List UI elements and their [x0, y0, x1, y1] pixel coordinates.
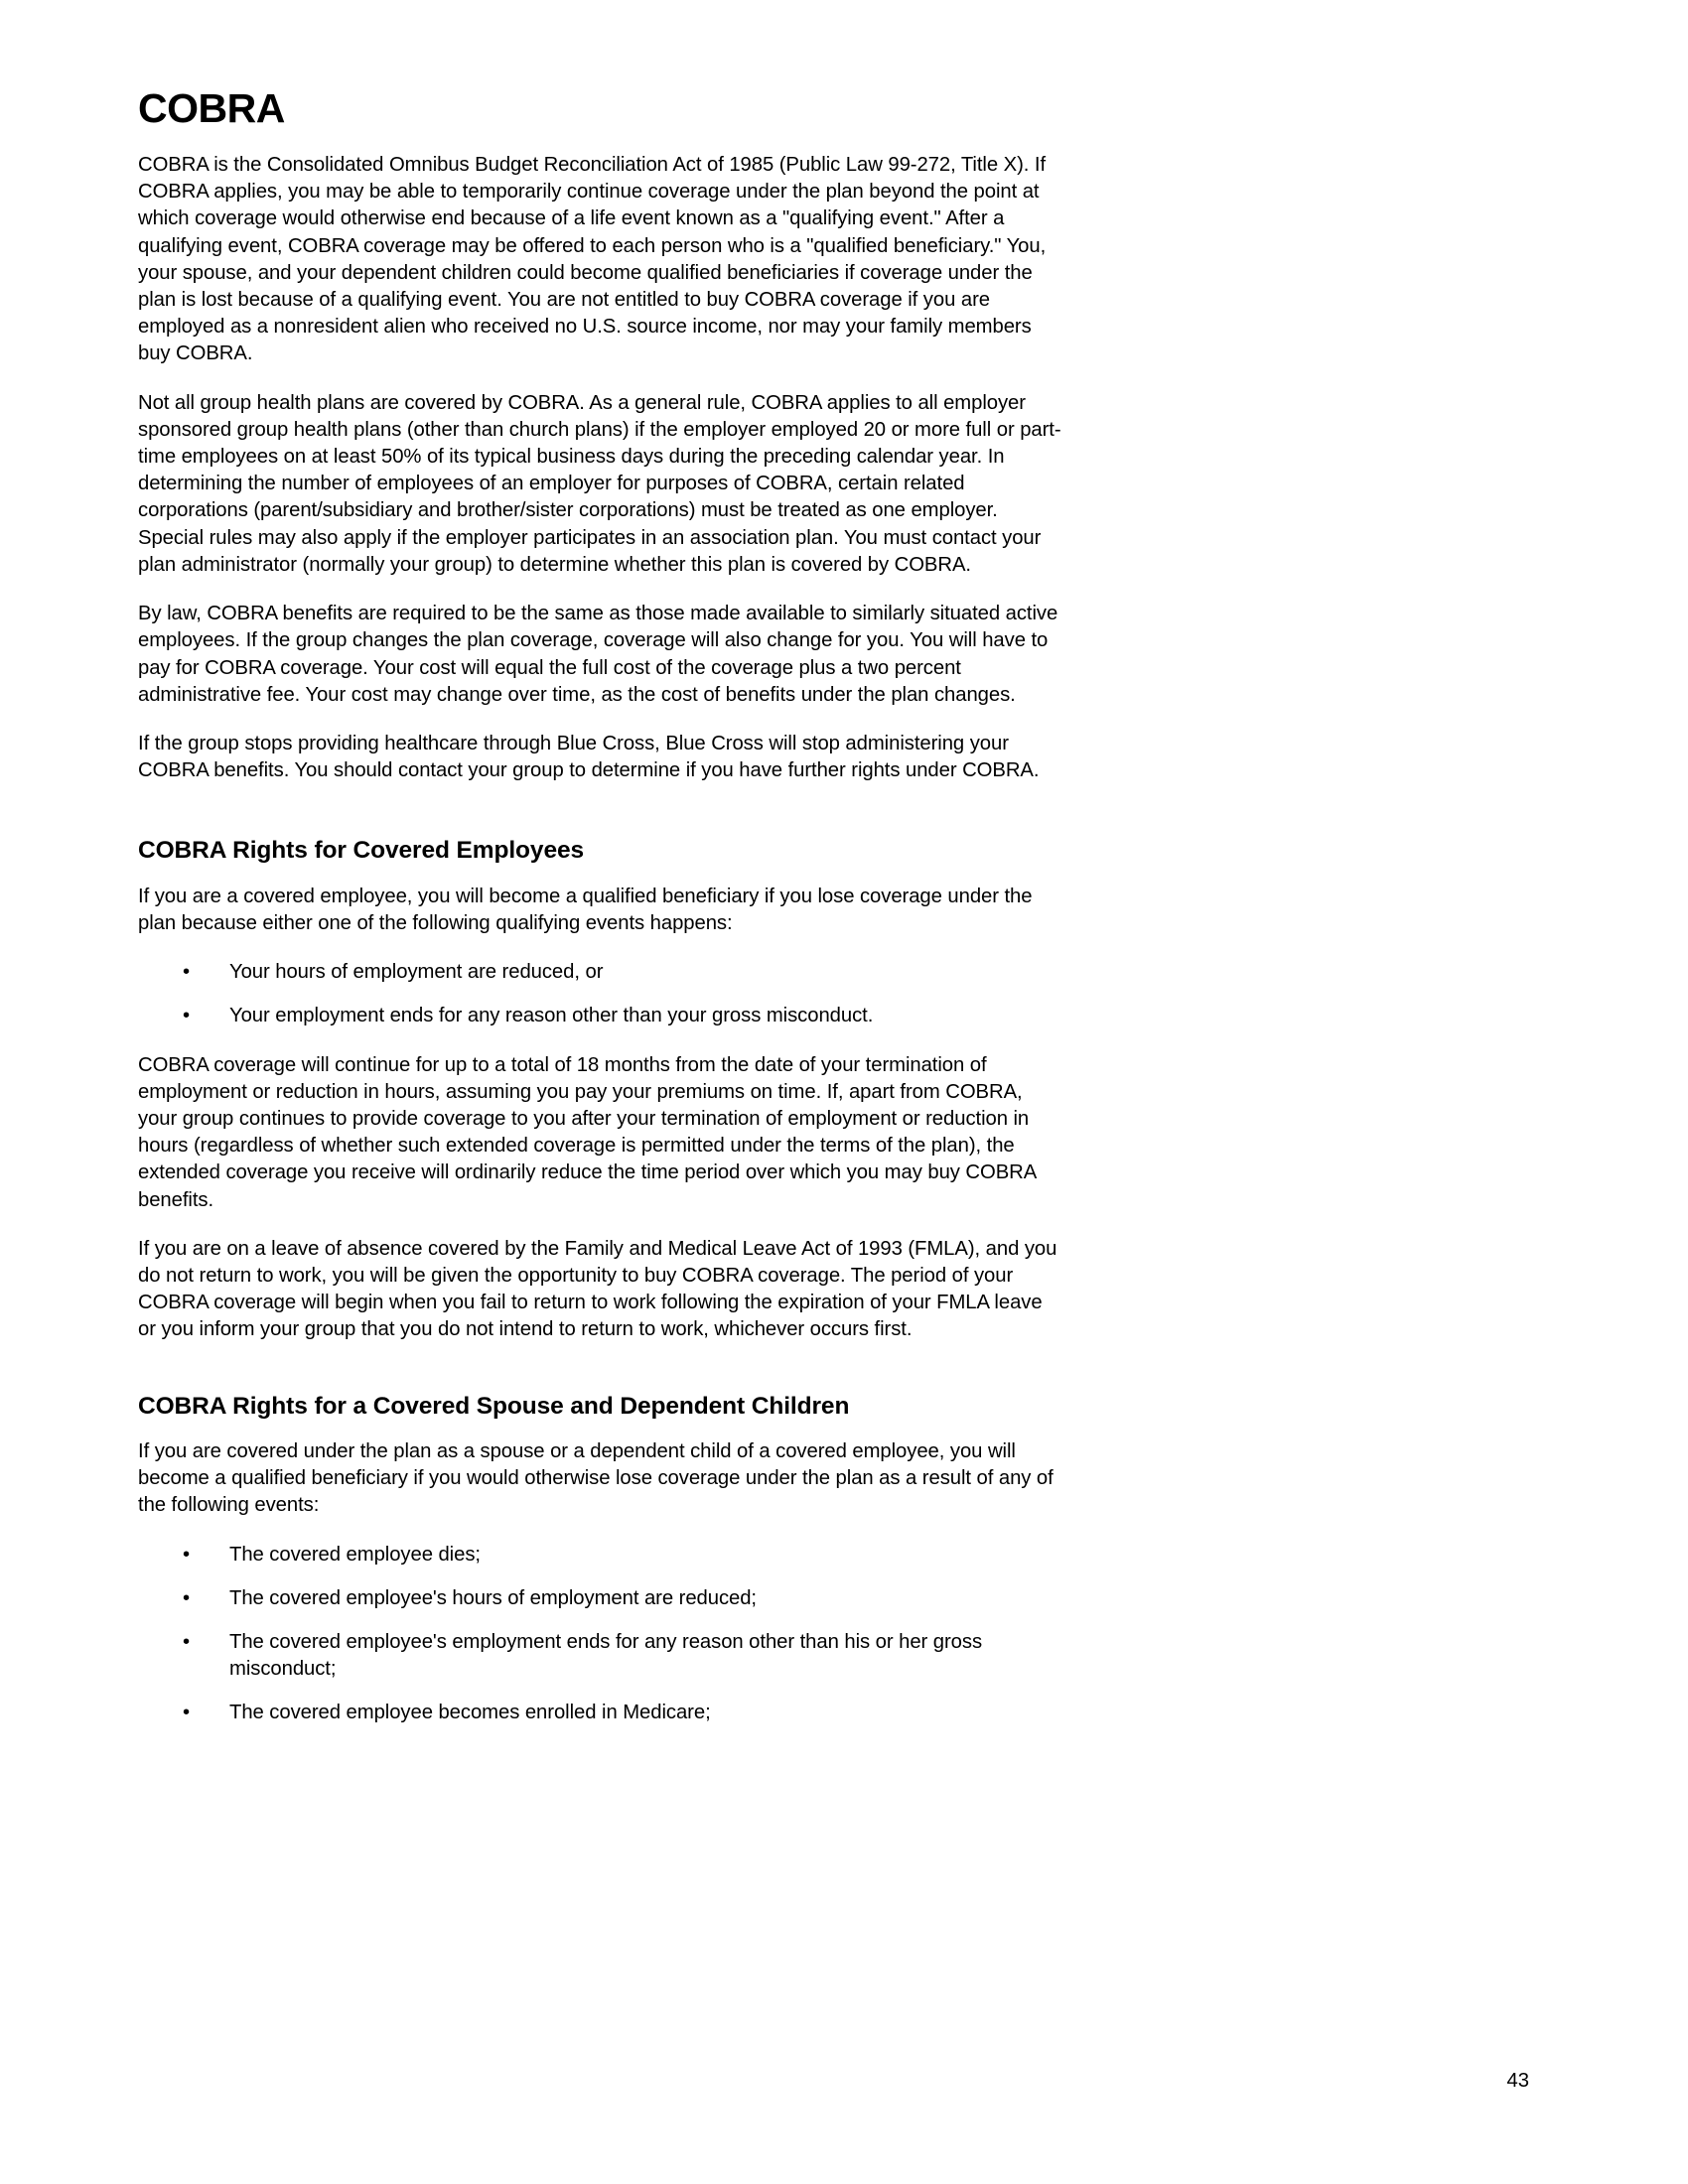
covered-employees-paragraph-1: COBRA coverage will continue for up to a total of 18 months from the date of your termination of employment or reduction in hours, assuming you pay your premiums on time. If, apart from COBRA, your group continues to provide coverage to you after your termination of employment or reduction in hours (regardless of whether such extended coverage is permitted under the terms of the plan), the extended coverage you receive will ordinarily reduce the time period over which you may buy COBRA benefits. [138, 1053, 1037, 1211]
list-item [138, 1629, 1061, 1683]
intro-paragraph-2: Not all group health plans are covered by COBRA. As a general rule, COBRA applies to all employer sponsored group health plans (other than church plans) if the employer employed 20 or more full or part-time employees on at least 50% of its typical business days during the preceding calendar year. In determining the number of employees of an employer for purposes of COBRA, certain related corporations (parent/subsidiary and brother/sister corporations) must be treated as one employer. Special rules may also apply if the employer participates in an association plan. You must contact your plan administrator (normally your group) to determine whether this plan is covered by COBRA. [138, 391, 1061, 576]
page-content [138, 87, 1061, 1749]
list-item [138, 1585, 1061, 1612]
list-item-label: The covered employee dies; [229, 1543, 481, 1566]
list-item-label: Your employment ends for any reason other than your gross misconduct. [229, 1005, 874, 1027]
covered-employees-bullet-list [138, 959, 1061, 1029]
bullet-icon: • [183, 1005, 191, 1027]
spouse-children-bullet-list [138, 1542, 1061, 1727]
bullet-icon: • [183, 961, 191, 984]
section-heading-spouse-children: COBRA Rights for a Covered Spouse and Dependent Children [138, 1392, 850, 1420]
bullet-icon: • [183, 1630, 191, 1653]
section-heading-covered-employees: COBRA Rights for Covered Employees [138, 837, 585, 865]
page-title: COBRA [138, 85, 285, 131]
page-number: 43 [1506, 2070, 1529, 2092]
intro-paragraph-3: By law, COBRA benefits are required to be the same as those made available to similarly situated active employees. If the group changes the plan coverage, coverage will also change for you. You will have to pay for COBRA coverage. Your cost will equal the full cost of the coverage plus a two percent administrative fee. Your cost may change over time, as the cost of benefits under the plan changes. [138, 603, 1058, 706]
list-item-label: The covered employee's employment ends for any reason other than his or her gross misconduct; [229, 1630, 983, 1681]
bullet-icon: • [183, 1586, 191, 1609]
intro-paragraph-4: If the group stops providing healthcare through Blue Cross, Blue Cross will stop administering your COBRA benefits. You should contact your group to determine if you have further rights under COBRA. [138, 732, 1040, 782]
covered-employees-intro-paragraph: If you are a covered employee, you will become a qualified beneficiary if you lose coverage under the plan because either one of the following qualifying events happens: [138, 885, 1033, 934]
list-item-label: The covered employee's hours of employment are reduced; [229, 1586, 757, 1609]
intro-paragraph-1: COBRA is the Consolidated Omnibus Budget Reconciliation Act of 1985 (Public Law 99-272, Title X). If COBRA applies, you may be able to temporarily continue coverage under the plan beyond the point at which coverage would otherwise end because of a life event known as a "qualifying event." After a qualifying event, COBRA coverage may be offered to each person who is a "qualified beneficiary." You, your spouse, and your dependent children could become qualified beneficiaries if coverage under the plan is lost because of a qualifying event. You are not entitled to buy COBRA coverage if you are employed as a nonresident alien who received no U.S. source income, nor may your family members buy COBRA. [138, 154, 1047, 365]
bullet-icon: • [183, 1702, 191, 1724]
bullet-icon: • [183, 1543, 191, 1566]
list-item [138, 1542, 1061, 1569]
list-item [138, 1700, 1061, 1726]
covered-employees-paragraph-2: If you are on a leave of absence covered by the Family and Medical Leave Act of 1993 (FMLA), and you do not return to work, you will be given the opportunity to buy COBRA coverage. The period of your COBRA coverage will begin when you fail to return to work following the expiration of your FMLA leave or you inform your group that you do not intend to return to work, whichever occurs first. [138, 1237, 1057, 1341]
list-item [138, 959, 1061, 986]
list-item [138, 1003, 1061, 1029]
list-item-label: Your hours of employment are reduced, or [229, 961, 604, 984]
list-item-label: The covered employee becomes enrolled in Medicare; [229, 1702, 711, 1724]
spouse-children-intro-paragraph: If you are covered under the plan as a spouse or a dependent child of a covered employee, you will become a qualified beneficiary if you would otherwise lose coverage under the plan as a result of any of the following events: [138, 1439, 1054, 1517]
